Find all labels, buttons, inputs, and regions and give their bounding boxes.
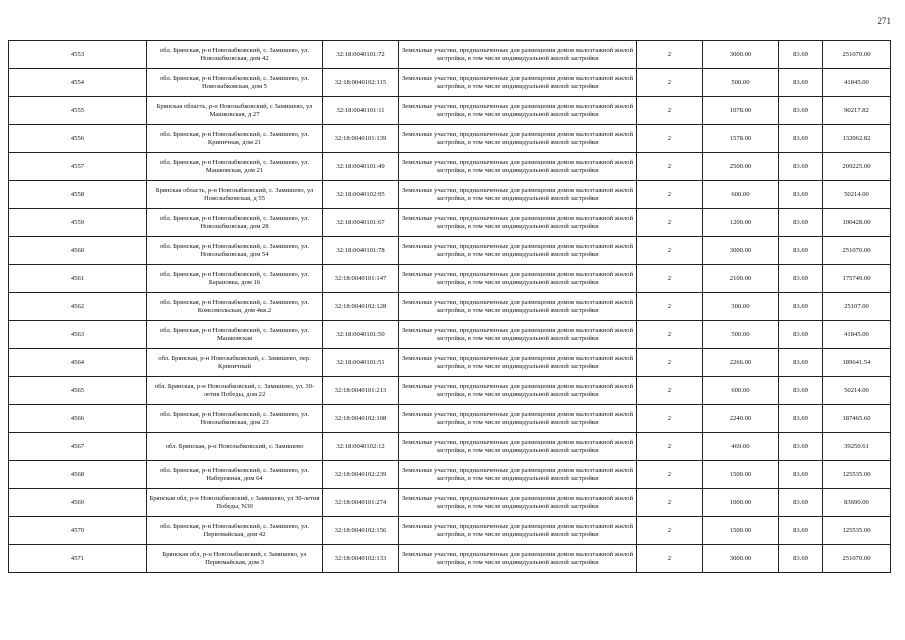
- row-cadastral-number: 32:18:0040102:12: [323, 433, 399, 461]
- row-number: 4571: [9, 545, 147, 573]
- row-cadastral-value: 251070.00: [823, 545, 891, 573]
- row-address: обл. Брянская, р-н Новозыбковский, с. Замишево, ул. Новозыбковская, дом 42: [147, 41, 323, 69]
- row-land-use-description: Земельные участки, предназначенные для размещения домов малоэтажной жилой застройки, в том числе индивидуальной жилой застройки: [399, 181, 637, 209]
- table-row: [9, 153, 891, 181]
- row-address: обл. Брянская, р-н Новозыбковский, с. Замишево, пер. Криничный: [147, 349, 323, 377]
- row-cadastral-value: 90217.82: [823, 97, 891, 125]
- row-cadastral-number: 32:18:0040101:274: [323, 489, 399, 517]
- row-group-number: 2: [637, 433, 703, 461]
- row-number: 4568: [9, 461, 147, 489]
- row-number: 4559: [9, 209, 147, 237]
- row-area: 1500.00: [703, 461, 779, 489]
- row-cadastral-number: 32:18:0040101:139: [323, 125, 399, 153]
- row-group-number: 2: [637, 293, 703, 321]
- row-specific-value: 83.69: [779, 377, 823, 405]
- row-specific-value: 83.69: [779, 265, 823, 293]
- table-row: [9, 377, 891, 405]
- row-address: обл. Брянская, р-н Новозыбковский, с. Замишево, ул. Новозыбковская, дом 54: [147, 237, 323, 265]
- row-number: 4561: [9, 265, 147, 293]
- row-number: 4563: [9, 321, 147, 349]
- row-area: 1578.00: [703, 125, 779, 153]
- table-row: [9, 489, 891, 517]
- row-specific-value: 83.69: [779, 181, 823, 209]
- row-address: Брянская область, р-н Новозыбковский, с Замишево, ул Машковская, д 27: [147, 97, 323, 125]
- row-group-number: 2: [637, 41, 703, 69]
- row-area: 3000.00: [703, 237, 779, 265]
- row-cadastral-value: 251070.00: [823, 237, 891, 265]
- row-land-use-description: Земельные участки, предназначенные для размещения домов малоэтажной жилой застройки, в том числе индивидуальной жилой застройки: [399, 237, 637, 265]
- row-number: 4558: [9, 181, 147, 209]
- table-row: [9, 265, 891, 293]
- row-cadastral-value: 100428.00: [823, 209, 891, 237]
- row-land-use-description: Земельные участки, предназначенные для размещения домов малоэтажной жилой застройки, в том числе индивидуальной жилой застройки: [399, 489, 637, 517]
- table-row: [9, 293, 891, 321]
- row-specific-value: 83.69: [779, 349, 823, 377]
- row-land-use-description: Земельные участки, предназначенные для размещения домов малоэтажной жилой застройки, в том числе индивидуальной жилой застройки: [399, 153, 637, 181]
- row-cadastral-value: 125535.00: [823, 517, 891, 545]
- row-cadastral-number: 32:18:0040101:213: [323, 377, 399, 405]
- row-number: 4555: [9, 97, 147, 125]
- row-cadastral-value: 50214.00: [823, 181, 891, 209]
- row-cadastral-number: 32:18:0040101:78: [323, 237, 399, 265]
- table-row: [9, 125, 891, 153]
- row-land-use-description: Земельные участки, предназначенные для размещения домов малоэтажной жилой застройки, в том числе индивидуальной жилой застройки: [399, 97, 637, 125]
- row-number: 4560: [9, 237, 147, 265]
- row-number: 4564: [9, 349, 147, 377]
- table-body: [9, 41, 891, 573]
- row-cadastral-value: 187465.60: [823, 405, 891, 433]
- row-area: 600.00: [703, 181, 779, 209]
- row-specific-value: 83.69: [779, 237, 823, 265]
- table-row: [9, 461, 891, 489]
- row-specific-value: 83.69: [779, 97, 823, 125]
- row-cadastral-value: 39250.61: [823, 433, 891, 461]
- row-land-use-description: Земельные участки, предназначенные для размещения домов малоэтажной жилой застройки, в том числе индивидуальной жилой застройки: [399, 405, 637, 433]
- row-cadastral-value: 175749.00: [823, 265, 891, 293]
- row-cadastral-number: 32:18:0040102:95: [323, 181, 399, 209]
- row-address: Брянская область, р-н Новозыбковский, с. Замишево, ул Новозыбковская, д 55: [147, 181, 323, 209]
- row-number: 4566: [9, 405, 147, 433]
- row-land-use-description: Земельные участки, предназначенные для размещения домов малоэтажной жилой застройки, в том числе индивидуальной жилой застройки: [399, 209, 637, 237]
- row-land-use-description: Земельные участки, предназначенные для размещения домов малоэтажной жилой застройки, в том числе индивидуальной жилой застройки: [399, 377, 637, 405]
- row-address: обл. Брянская, р-н Новозыбковский, с. Замишево, ул. 30-летия Победы, дом 22: [147, 377, 323, 405]
- row-group-number: 2: [637, 349, 703, 377]
- row-address: обл. Брянская, р-н Новозыбковский, с. Замишево, ул. Новозыбковская, дом 28: [147, 209, 323, 237]
- row-area: 3000.00: [703, 545, 779, 573]
- row-number: 4567: [9, 433, 147, 461]
- row-cadastral-value: 83690.00: [823, 489, 891, 517]
- row-land-use-description: Земельные участки, предназначенные для размещения домов малоэтажной жилой застройки, в том числе индивидуальной жилой застройки: [399, 69, 637, 97]
- row-group-number: 2: [637, 153, 703, 181]
- row-specific-value: 83.69: [779, 69, 823, 97]
- row-area: 1500.00: [703, 517, 779, 545]
- row-land-use-description: Земельные участки, предназначенные для размещения домов малоэтажной жилой застройки, в том числе индивидуальной жилой застройки: [399, 433, 637, 461]
- row-area: 3000.00: [703, 41, 779, 69]
- row-area: 1078.00: [703, 97, 779, 125]
- row-number: 4562: [9, 293, 147, 321]
- row-address: обл. Брянская, р-н Новозыбковский, с. Замишево, ул. Машковская: [147, 321, 323, 349]
- row-group-number: 2: [637, 181, 703, 209]
- table-row: [9, 517, 891, 545]
- row-cadastral-value: 189641.54: [823, 349, 891, 377]
- row-cadastral-value: 125535.00: [823, 461, 891, 489]
- table-row: [9, 349, 891, 377]
- row-address: обл. Брянская, р-н Новозыбковский, с. Замишево, ул. Первомайская, дом 42: [147, 517, 323, 545]
- row-area: 500.00: [703, 69, 779, 97]
- row-number: 4554: [9, 69, 147, 97]
- row-area: 2100.00: [703, 265, 779, 293]
- row-land-use-description: Земельные участки, предназначенные для размещения домов малоэтажной жилой застройки, в том числе индивидуальной жилой застройки: [399, 265, 637, 293]
- row-area: 600.00: [703, 377, 779, 405]
- row-specific-value: 83.69: [779, 405, 823, 433]
- row-cadastral-number: 32:18:0040102:156: [323, 517, 399, 545]
- row-cadastral-number: 32:18:0040101:50: [323, 321, 399, 349]
- row-specific-value: 83.69: [779, 209, 823, 237]
- row-specific-value: 83.69: [779, 433, 823, 461]
- table-row: [9, 433, 891, 461]
- table-row: [9, 209, 891, 237]
- row-area: 300.00: [703, 293, 779, 321]
- row-cadastral-number: 32:18:0040102:115: [323, 69, 399, 97]
- row-group-number: 2: [637, 405, 703, 433]
- row-group-number: 2: [637, 265, 703, 293]
- table-row: [9, 97, 891, 125]
- row-address: обл. Брянская, р-н Новозыбковский, с. Замишево, ул. Новозыбковская, дом 23: [147, 405, 323, 433]
- row-cadastral-number: 32:18:0040101:72: [323, 41, 399, 69]
- row-cadastral-number: 32:18:0040102:128: [323, 293, 399, 321]
- row-land-use-description: Земельные участки, предназначенные для размещения домов малоэтажной жилой застройки, в том числе индивидуальной жилой застройки: [399, 293, 637, 321]
- row-specific-value: 83.69: [779, 125, 823, 153]
- row-land-use-description: Земельные участки, предназначенные для размещения домов малоэтажной жилой застройки, в том числе индивидуальной жилой застройки: [399, 321, 637, 349]
- row-group-number: 2: [637, 517, 703, 545]
- row-area: 2240.00: [703, 405, 779, 433]
- row-group-number: 2: [637, 97, 703, 125]
- row-land-use-description: Земельные участки, предназначенные для размещения домов малоэтажной жилой застройки, в том числе индивидуальной жилой застройки: [399, 125, 637, 153]
- row-area: 469.00: [703, 433, 779, 461]
- row-area: 2266.00: [703, 349, 779, 377]
- row-cadastral-value: 50214.00: [823, 377, 891, 405]
- row-cadastral-number: 32:18:0040101:49: [323, 153, 399, 181]
- row-address: обл. Брянская, р-н Новозыбковский, с. Замишево: [147, 433, 323, 461]
- table-row: [9, 321, 891, 349]
- row-group-number: 2: [637, 69, 703, 97]
- row-group-number: 2: [637, 321, 703, 349]
- row-number: 4553: [9, 41, 147, 69]
- row-land-use-description: Земельные участки, предназначенные для размещения домов малоэтажной жилой застройки, в том числе индивидуальной жилой застройки: [399, 41, 637, 69]
- row-specific-value: 83.69: [779, 517, 823, 545]
- row-cadastral-value: 41845.00: [823, 321, 891, 349]
- row-land-use-description: Земельные участки, предназначенные для размещения домов малоэтажной жилой застройки, в том числе индивидуальной жилой застройки: [399, 545, 637, 573]
- row-cadastral-number: 32:18:0040101:11: [323, 97, 399, 125]
- table-row: [9, 181, 891, 209]
- row-address: обл. Брянская, р-н Новозыбковский, с. Замишево, ул. Набережная, дом 64: [147, 461, 323, 489]
- row-cadastral-number: 32:18:0040101:147: [323, 265, 399, 293]
- row-area: 1000.00: [703, 489, 779, 517]
- row-specific-value: 83.69: [779, 153, 823, 181]
- row-number: 4565: [9, 377, 147, 405]
- row-address: обл. Брянская, р-н Новозыбковский, с. Замишево, ул. Криничная, дом 21: [147, 125, 323, 153]
- row-group-number: 2: [637, 237, 703, 265]
- row-group-number: 2: [637, 377, 703, 405]
- row-land-use-description: Земельные участки, предназначенные для размещения домов малоэтажной жилой застройки, в том числе индивидуальной жилой застройки: [399, 349, 637, 377]
- row-specific-value: 83.69: [779, 545, 823, 573]
- row-group-number: 2: [637, 489, 703, 517]
- table-row: [9, 405, 891, 433]
- row-land-use-description: Земельные участки, предназначенные для размещения домов малоэтажной жилой застройки, в том числе индивидуальной жилой застройки: [399, 461, 637, 489]
- row-number: 4557: [9, 153, 147, 181]
- row-cadastral-value: 251070.00: [823, 41, 891, 69]
- row-group-number: 2: [637, 209, 703, 237]
- row-cadastral-number: 32:18:0040101:51: [323, 349, 399, 377]
- row-group-number: 2: [637, 545, 703, 573]
- row-cadastral-number: 32:18:0040102:133: [323, 545, 399, 573]
- row-address: обл. Брянская, р-н Новозыбковский, с. Замишево, ул. Новозыбковская, дом 5: [147, 69, 323, 97]
- row-specific-value: 83.69: [779, 293, 823, 321]
- row-cadastral-number: 32:18:0040101:67: [323, 209, 399, 237]
- row-specific-value: 83.69: [779, 321, 823, 349]
- row-specific-value: 83.69: [779, 489, 823, 517]
- row-number: 4569: [9, 489, 147, 517]
- row-group-number: 2: [637, 461, 703, 489]
- row-area: 2500.00: [703, 153, 779, 181]
- table-row: [9, 41, 891, 69]
- row-address: Брянская обл, р-н Новозыбковский, с Замишево, ул Первомайская, дом 3: [147, 545, 323, 573]
- row-address: Брянская обл, р-н Новозыбковский, с Замишево, ул 30-летия Победы, N30: [147, 489, 323, 517]
- row-land-use-description: Земельные участки, предназначенные для размещения домов малоэтажной жилой застройки, в том числе индивидуальной жилой застройки: [399, 517, 637, 545]
- row-area: 1200.00: [703, 209, 779, 237]
- row-specific-value: 83.69: [779, 41, 823, 69]
- row-cadastral-number: 32:18:0040102:108: [323, 405, 399, 433]
- row-cadastral-value: 132062.82: [823, 125, 891, 153]
- row-number: 4570: [9, 517, 147, 545]
- cadastral-value-table: [8, 40, 891, 573]
- row-address: обл. Брянская, р-н Новозыбковский, с. Замишево, ул. Барановка, дом 16: [147, 265, 323, 293]
- row-cadastral-value: 209225.00: [823, 153, 891, 181]
- row-cadastral-value: 25107.00: [823, 293, 891, 321]
- table-row: [9, 69, 891, 97]
- page-number: 271: [877, 16, 891, 26]
- table-row: [9, 237, 891, 265]
- row-area: 500.00: [703, 321, 779, 349]
- row-cadastral-number: 32:18:0040102:239: [323, 461, 399, 489]
- row-address: обл. Брянская, р-н Новозыбковский, с. Замишево, ул. Комсомольская, дом 4кв.2: [147, 293, 323, 321]
- row-number: 4556: [9, 125, 147, 153]
- row-specific-value: 83.69: [779, 461, 823, 489]
- row-address: обл. Брянская, р-н Новозыбковский, с. Замишево, ул. Машковская, дом 21: [147, 153, 323, 181]
- row-cadastral-value: 41845.00: [823, 69, 891, 97]
- row-group-number: 2: [637, 125, 703, 153]
- table-row: [9, 545, 891, 573]
